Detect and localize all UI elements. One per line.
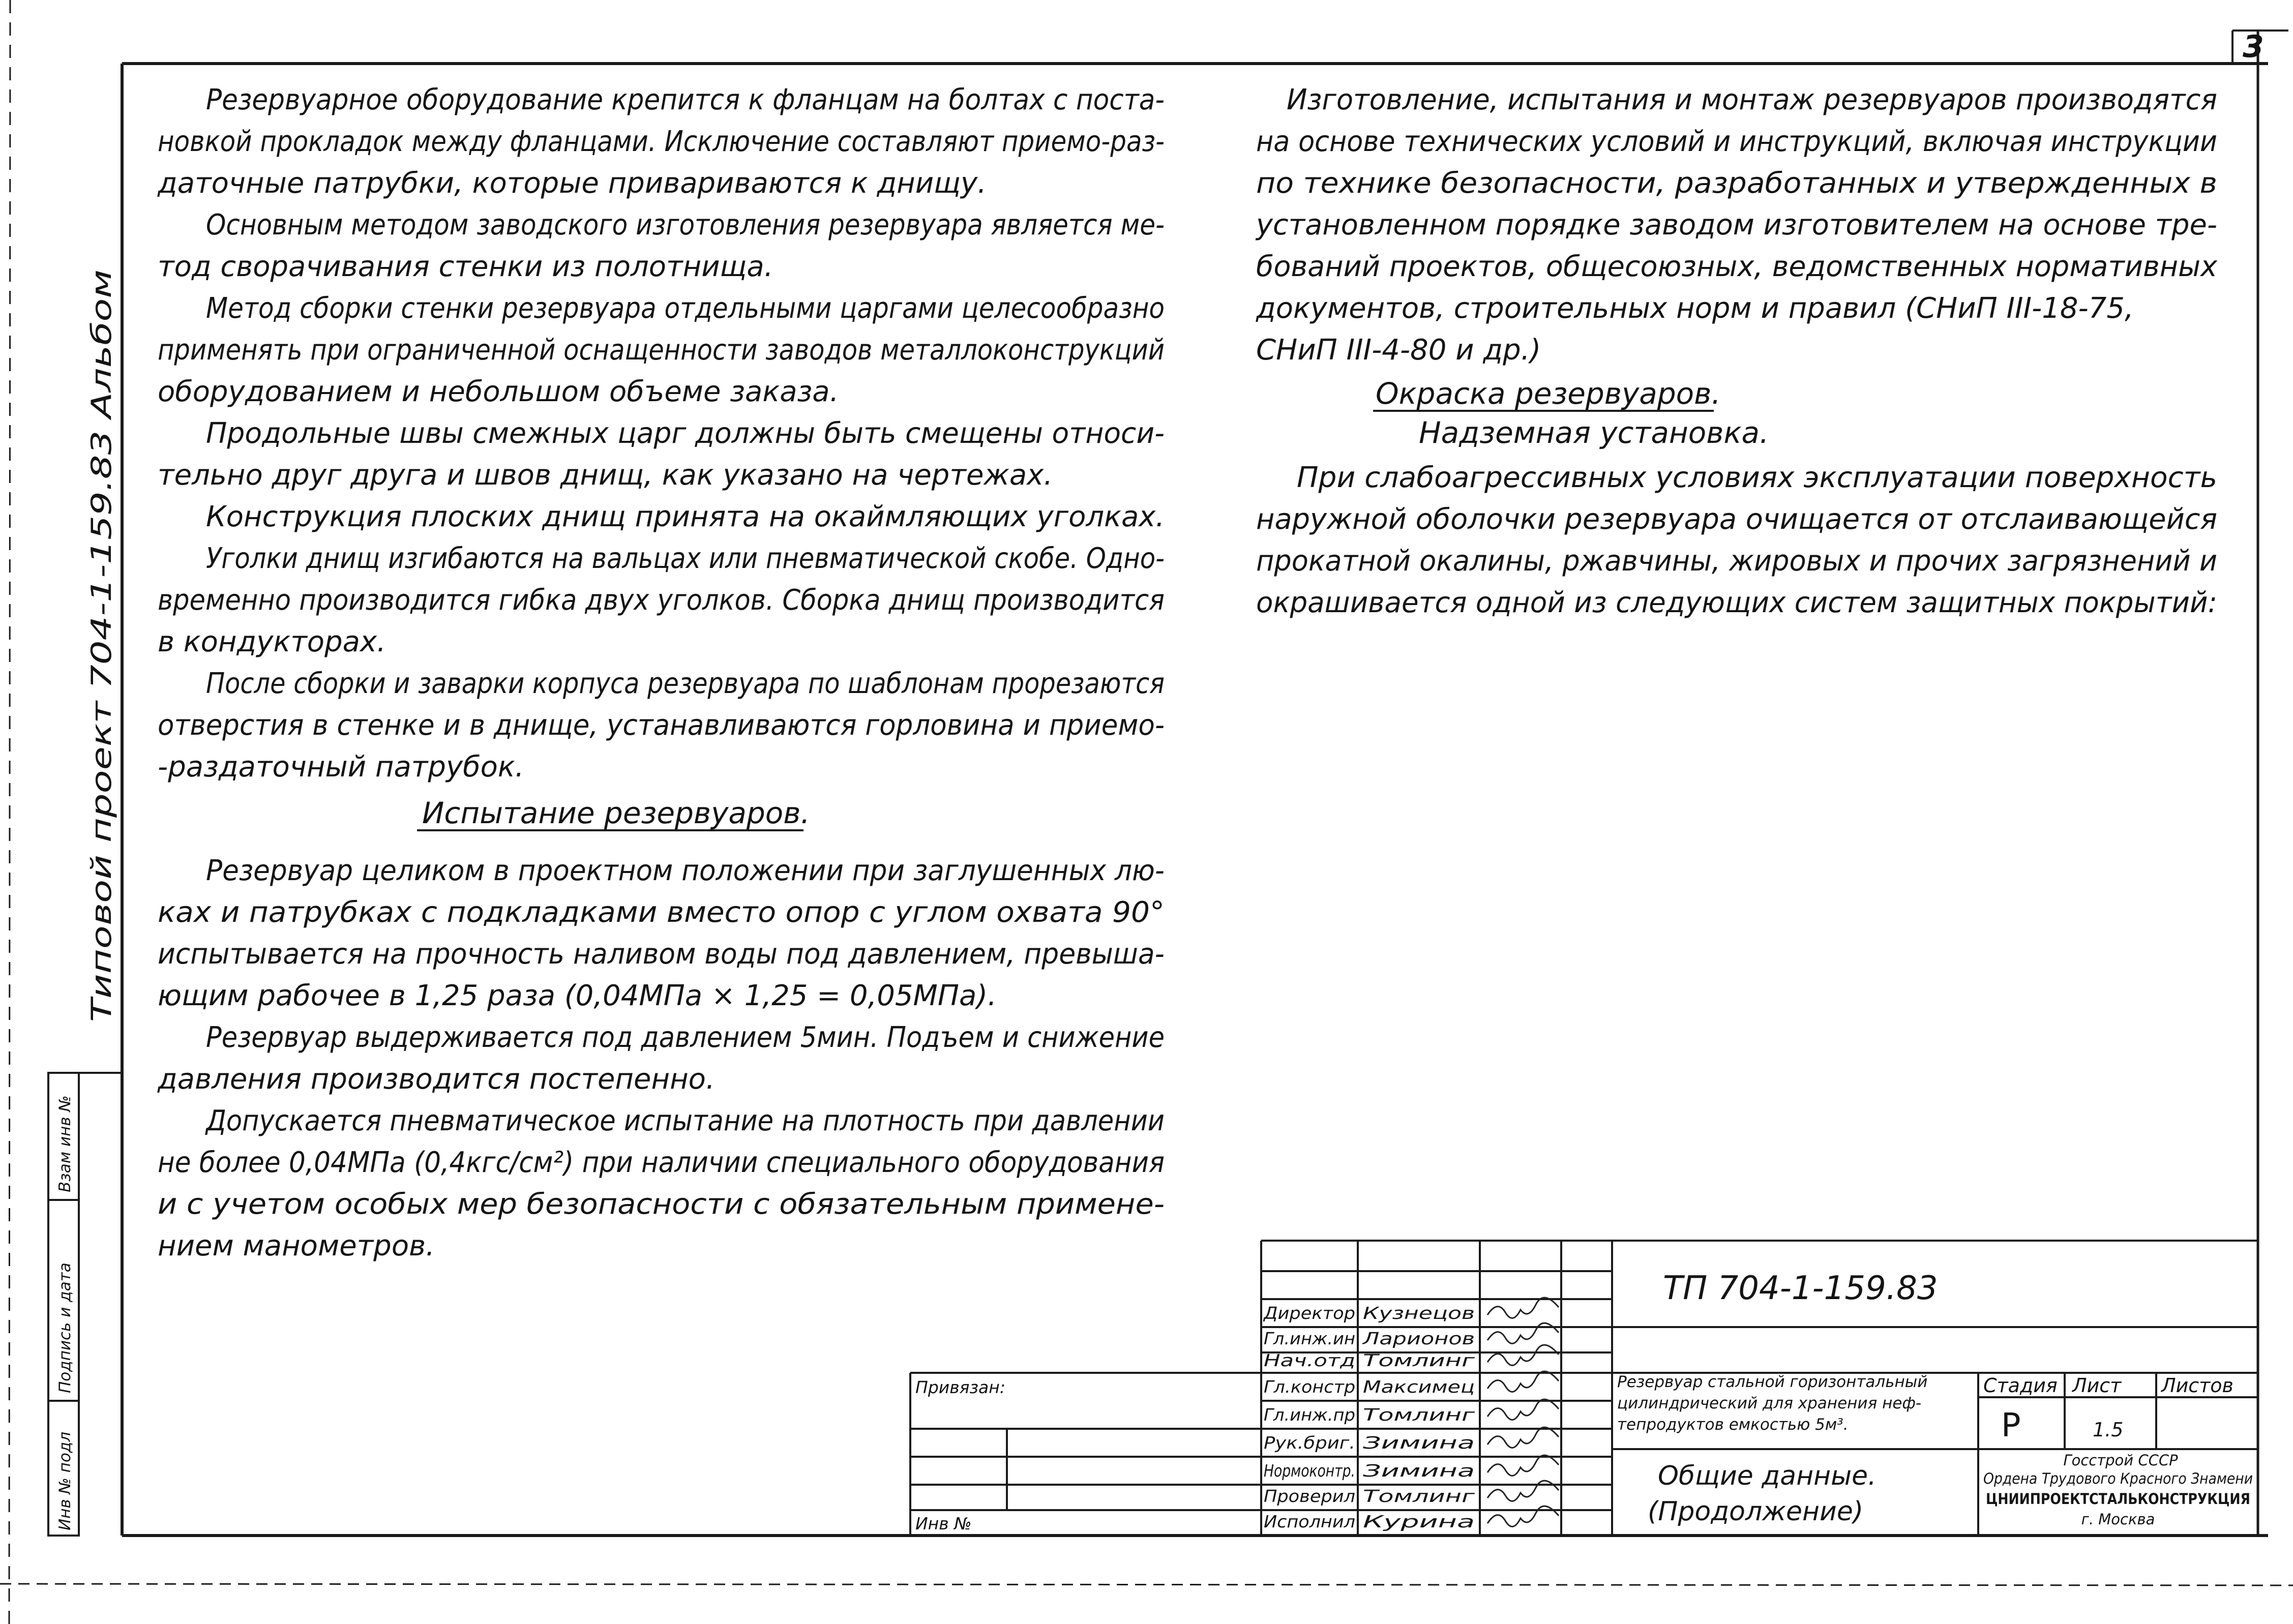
- stage-value: Р: [2001, 1407, 2021, 1445]
- signature-2: [1487, 1345, 1559, 1365]
- staff-role-2: Нач.отд: [1264, 1350, 1355, 1370]
- staff-name-4: Томлинг: [1363, 1405, 1475, 1425]
- description-line-3: тепродуктов емкостью 5м³.: [1617, 1416, 1849, 1434]
- signature-5: [1487, 1427, 1559, 1448]
- org-line-2: Ордена Трудового Красного Знамени: [1983, 1470, 2253, 1487]
- left-paragraph-2-line-2: оборудованием и небольшом объеме заказа.: [158, 375, 839, 408]
- staff-role-0: Директор: [1262, 1303, 1355, 1323]
- left-heading-testing: Испытание резервуаров.: [422, 796, 810, 830]
- inv-number-label: Инв №: [915, 1514, 972, 1533]
- signature-0: [1487, 1298, 1559, 1318]
- staff-name-2: Томлинг: [1363, 1350, 1475, 1370]
- left-paragraph-after-0-line-0: Резервуар целиком в проектном положении при заглушенных лю-: [206, 854, 1165, 887]
- staff-name-3: Максимец: [1363, 1377, 1475, 1397]
- staff-table: [1263, 1303, 1475, 1531]
- signature-3: [1487, 1371, 1559, 1392]
- right-paragraph-1-line-6: СНиП III-4-80 и др.): [1256, 334, 1541, 367]
- left-paragraph-1-line-0: Основным методом заводского изготовления резервуара является ме-: [206, 208, 1165, 242]
- staff-name-7: Томлинг: [1363, 1486, 1475, 1506]
- right-column: [1255, 83, 2218, 619]
- side-field-inv-podl: Инв № подл: [56, 1431, 74, 1530]
- left-paragraph-1-line-1: тод сворачивания стенки из полотнища.: [158, 250, 773, 283]
- right-paragraph-2-line-2: прокатной окалины, ржавчины, жировых и прочих загрязнений и: [1256, 545, 2217, 578]
- left-paragraph-after-2-line-1: не более 0,04МПа (0,4кгс/см²) при наличии специального оборудования: [158, 1146, 1165, 1179]
- left-paragraph-5-line-1: временно производится гибка двух уголков. Сборка днищ производится: [158, 584, 1165, 617]
- right-paragraph-2-line-0: При слабоагрессивных условиях эксплуатации поверхность: [1297, 461, 2217, 494]
- left-paragraph-2-line-0: Метод сборки стенки резервуара отдельными царгами целесообразно: [206, 292, 1165, 325]
- left-paragraph-after-0-line-1: ках и патрубках с подкладками вместо опор с углом охвата 90°: [158, 896, 1165, 929]
- left-paragraph-after-2-line-3: нием манометров.: [158, 1229, 435, 1262]
- sheet-number: 3: [2243, 29, 2264, 65]
- left-paragraph-0-line-0: Резервуарное оборудование крепится к фланцам на болтах с поста-: [206, 83, 1165, 116]
- left-paragraph-2-line-1: применять при ограниченной оснащенности заводов металлоконструкций: [158, 334, 1165, 367]
- sheet-label: Лист: [2072, 1374, 2122, 1397]
- side-title: Типовой проект 704-1-159.83 Альбом: [85, 481, 117, 1022]
- left-paragraph-3-line-1: тельно друг друга и швов днищ, как указано на чертежах.: [158, 459, 1053, 492]
- right-paragraph-2-line-3: окрашивается одной из следующих систем защитных покрытий:: [1256, 586, 2217, 619]
- staff-role-8: Исполнил: [1264, 1512, 1355, 1531]
- right-paragraph-1-line-1: на основе технических условий и инструкций, включая инструкции: [1256, 125, 2217, 158]
- side-field-replace-inv: Взам инв №: [56, 1095, 74, 1192]
- right-paragraph-1-line-4: бований проектов, общесоюзных, ведомственных нормативных: [1256, 250, 2218, 283]
- signature-6: [1487, 1455, 1559, 1476]
- right-paragraph-1-line-3: установленном порядке заводом изготовителем на основе тре-: [1255, 208, 2217, 242]
- description-line-1: Резервуар стальной горизонтальный: [1617, 1373, 1928, 1391]
- left-paragraph-after-2-line-2: и с учетом особых мер безопасности с обязательным примене-: [158, 1188, 1165, 1221]
- left-paragraph-after-0-line-3: ющим рабочее в 1,25 раза (0,04МПа × 1,25 = 0,05МПа).: [158, 979, 997, 1012]
- sheets-label: Листов: [2161, 1374, 2234, 1397]
- staff-role-4: Гл.инж.пр: [1264, 1405, 1355, 1425]
- org-line-1: Госстрой СССР: [2063, 1452, 2178, 1469]
- staff-name-8: Курина: [1363, 1512, 1475, 1531]
- sheet-title-line-2: (Продолжение): [1648, 1496, 1864, 1527]
- left-paragraph-6-line-1: отверстия в стенке и в днище, устанавливаются горловина и приемо-: [158, 709, 1165, 742]
- right-heading-painting: Окраска резервуаров.: [1376, 376, 1721, 411]
- left-paragraph-4-line-0: Конструкция плоских днищ принята на окаймляющих уголках.: [206, 500, 1165, 533]
- staff-role-1: Гл.инж.ин: [1264, 1329, 1355, 1348]
- staff-name-0: Кузнецов: [1363, 1303, 1475, 1323]
- left-paragraph-0-line-2: даточные патрубки, которые привариваются к днищу.: [158, 167, 987, 200]
- right-paragraph-1-line-2: по технике безопасности, разработанных и утвержденных в: [1256, 167, 2217, 200]
- left-paragraph-6-line-0: После сборки и заварки корпуса резервуара по шаблонам прорезаются: [206, 667, 1165, 700]
- sheet-value: 1.5: [2093, 1419, 2124, 1441]
- left-paragraph-6-line-2: -раздаточный патрубок.: [158, 750, 524, 784]
- left-paragraph-3-line-0: Продольные швы смежных царг должны быть смещены относи-: [206, 417, 1165, 450]
- signatures: [1487, 1298, 1559, 1526]
- left-paragraph-after-2-line-0: Допускается пневматическое испытание на плотность при давлении: [204, 1104, 1165, 1137]
- staff-name-5: Зимина: [1363, 1433, 1475, 1453]
- side-stamp: [48, 269, 122, 1536]
- staff-role-5: Рук.бриг.: [1264, 1433, 1355, 1453]
- left-paragraph-5-line-2: в кондукторах.: [158, 625, 386, 658]
- left-paragraph-after-0-line-2: испытывается на прочность наливом воды под давлением, превыша-: [158, 938, 1165, 971]
- org-line-3: ЦНИИПРОЕКТСТАЛЬКОНСТРУКЦИЯ: [1986, 1490, 2250, 1508]
- right-subheading: Надземная установка.: [1419, 415, 1769, 450]
- left-paragraph-after-1-line-1: давления производится постепенно.: [158, 1063, 715, 1096]
- staff-role-7: Проверил: [1264, 1486, 1355, 1506]
- left-paragraph-after-1-line-0: Резервуар выдерживается под давлением 5мин. Подъем и снижение: [206, 1021, 1165, 1054]
- left-paragraph-0-line-1: новкой прокладок между фланцами. Исключение составляют приемо-раз-: [158, 125, 1165, 158]
- left-column: [157, 83, 1165, 1262]
- sheet-title-line-1: Общие данные.: [1658, 1461, 1877, 1491]
- right-paragraph-1-line-5: документов, строительных норм и правил (СНиП III-18-75,: [1256, 292, 2134, 325]
- left-paragraph-5-line-0: Уголки днищ изгибаются на вальцах или пневматической скобе. Одно-: [206, 542, 1165, 575]
- right-paragraph-1-line-0: Изготовление, испытания и монтаж резервуаров производятся: [1287, 83, 2217, 116]
- side-field-signature-date: Подпись и дата: [56, 1262, 74, 1393]
- staff-name-1: Ларионов: [1362, 1329, 1475, 1348]
- right-paragraph-2-line-1: наружной оболочки резервуара очищается от отслаивающейся: [1256, 503, 2217, 536]
- privyazan-label: Привязан:: [915, 1377, 1005, 1397]
- document-code: ТП 704-1-159.83: [1663, 1270, 1938, 1307]
- signature-4: [1487, 1399, 1559, 1420]
- staff-name-6: Зимина: [1363, 1461, 1475, 1481]
- staff-role-3: Гл.констр: [1264, 1377, 1355, 1397]
- stage-label: Стадия: [1983, 1374, 2058, 1397]
- org-line-4: г. Москва: [2081, 1511, 2155, 1528]
- description-line-2: цилиндрический для хранения неф-: [1617, 1394, 1922, 1412]
- staff-role-6: Нормоконтр.: [1264, 1461, 1355, 1481]
